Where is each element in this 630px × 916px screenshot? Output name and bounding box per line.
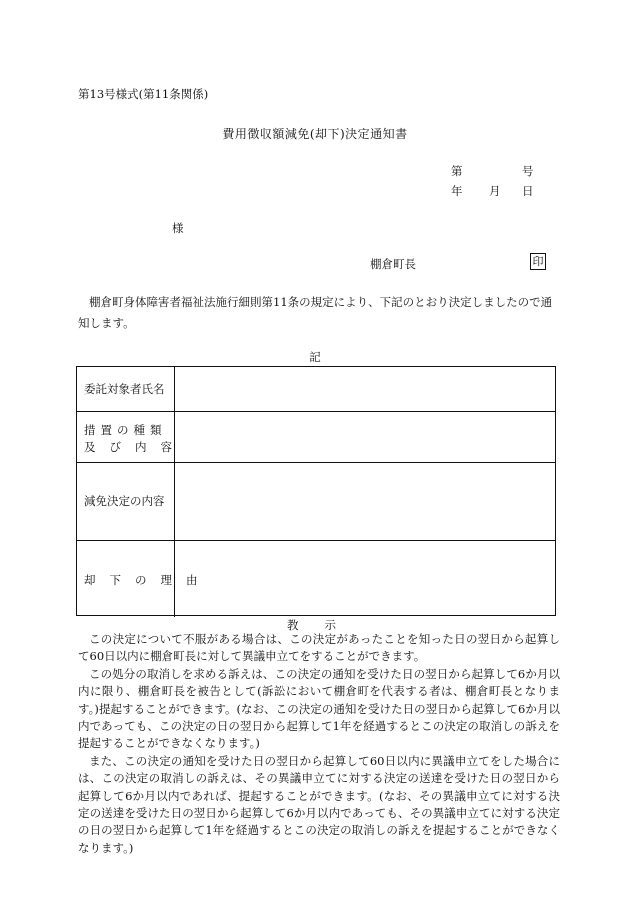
value-cell-reduction-decision [175, 463, 555, 540]
recipient-honorific: 様 [172, 221, 184, 235]
date-year-label: 年 [451, 184, 463, 198]
instruction-paragraph-3: また、この決定の通知を受けた日の翌日から起算して60日以内に異議申立てをした場合には、この決定の取消しの訴えは、その異議申立てに対する決定の送達を受けた日の翌日から起算して6か月以内であれば、提起することができます。(なお、その異議申立てに対する決定の送達を受けた日の翌日から起算して6か月以内であっても、その異議申立てに対する決定の日の翌日から起算して1年を経過するとこの決定の取消しの訴えを提起することができなくなります。) [78, 753, 560, 855]
label-cell [77, 463, 175, 540]
seal-mark: 印 [530, 253, 546, 270]
date-day-label: 日 [522, 184, 534, 198]
row-label-reduction-decision: 減免決定の内容 [84, 494, 165, 508]
table-row-recipient-name [77, 367, 555, 412]
row-label-measure-line1: 措置の種類 [84, 423, 167, 437]
value-cell-measure-type [175, 412, 555, 462]
instruction-heading-left: 教 [287, 618, 299, 632]
instruction-heading-right: 示 [324, 618, 336, 632]
form-number-label: 第13号様式(第11条関係) [78, 87, 209, 101]
value-cell-rejection-reason [175, 541, 555, 617]
document-title: 費用徴収額減免(却下)決定通知書 [222, 127, 408, 141]
table-row-reduction-decision [77, 463, 555, 541]
instruction-body [78, 631, 560, 857]
value-cell-recipient-name [175, 367, 555, 411]
detail-table [76, 366, 556, 616]
table-row-rejection-reason [77, 541, 555, 617]
intro-paragraph: 棚倉町身体障害者福祉法施行細則第11条の規定により、下記のとおり決定しましたので通知します。 [78, 295, 553, 330]
issuer-name: 棚倉町長 [370, 257, 416, 271]
instruction-paragraph-2: この処分の取消しを求める訴えは、この決定の通知を受けた日の翌日から起算して6か月以内に限り、棚倉町長を被告として(訴訟において棚倉町を代表する者は、棚倉町長となります。)提起することができます。(なお、この決定の通知を受けた日の翌日から起算して6か月以内であっても、この決定の日の翌日から起算して1年を経過するとこの決定の取消しの訴えを提起することができなくなります。) [78, 666, 560, 751]
number-prefix: 第 [451, 164, 463, 178]
label-cell [77, 412, 186, 462]
date-month-label: 月 [489, 184, 501, 198]
table-row-measure-type [77, 412, 555, 463]
instruction-paragraph-1: この決定について不服がある場合は、この決定があったことを知った日の翌日から起算して60日以内に棚倉町長に対して異議申立てをすることができます。 [78, 632, 560, 664]
ki-heading: 記 [309, 350, 321, 364]
row-label-recipient-name: 委託対象者氏名 [84, 382, 165, 396]
row-label-rejection-reason: 却下の理由 [84, 573, 212, 587]
label-cell [77, 541, 212, 617]
row-label-measure-line2: 及び内容 [84, 440, 186, 454]
label-cell [77, 367, 175, 411]
number-suffix: 号 [522, 164, 534, 178]
